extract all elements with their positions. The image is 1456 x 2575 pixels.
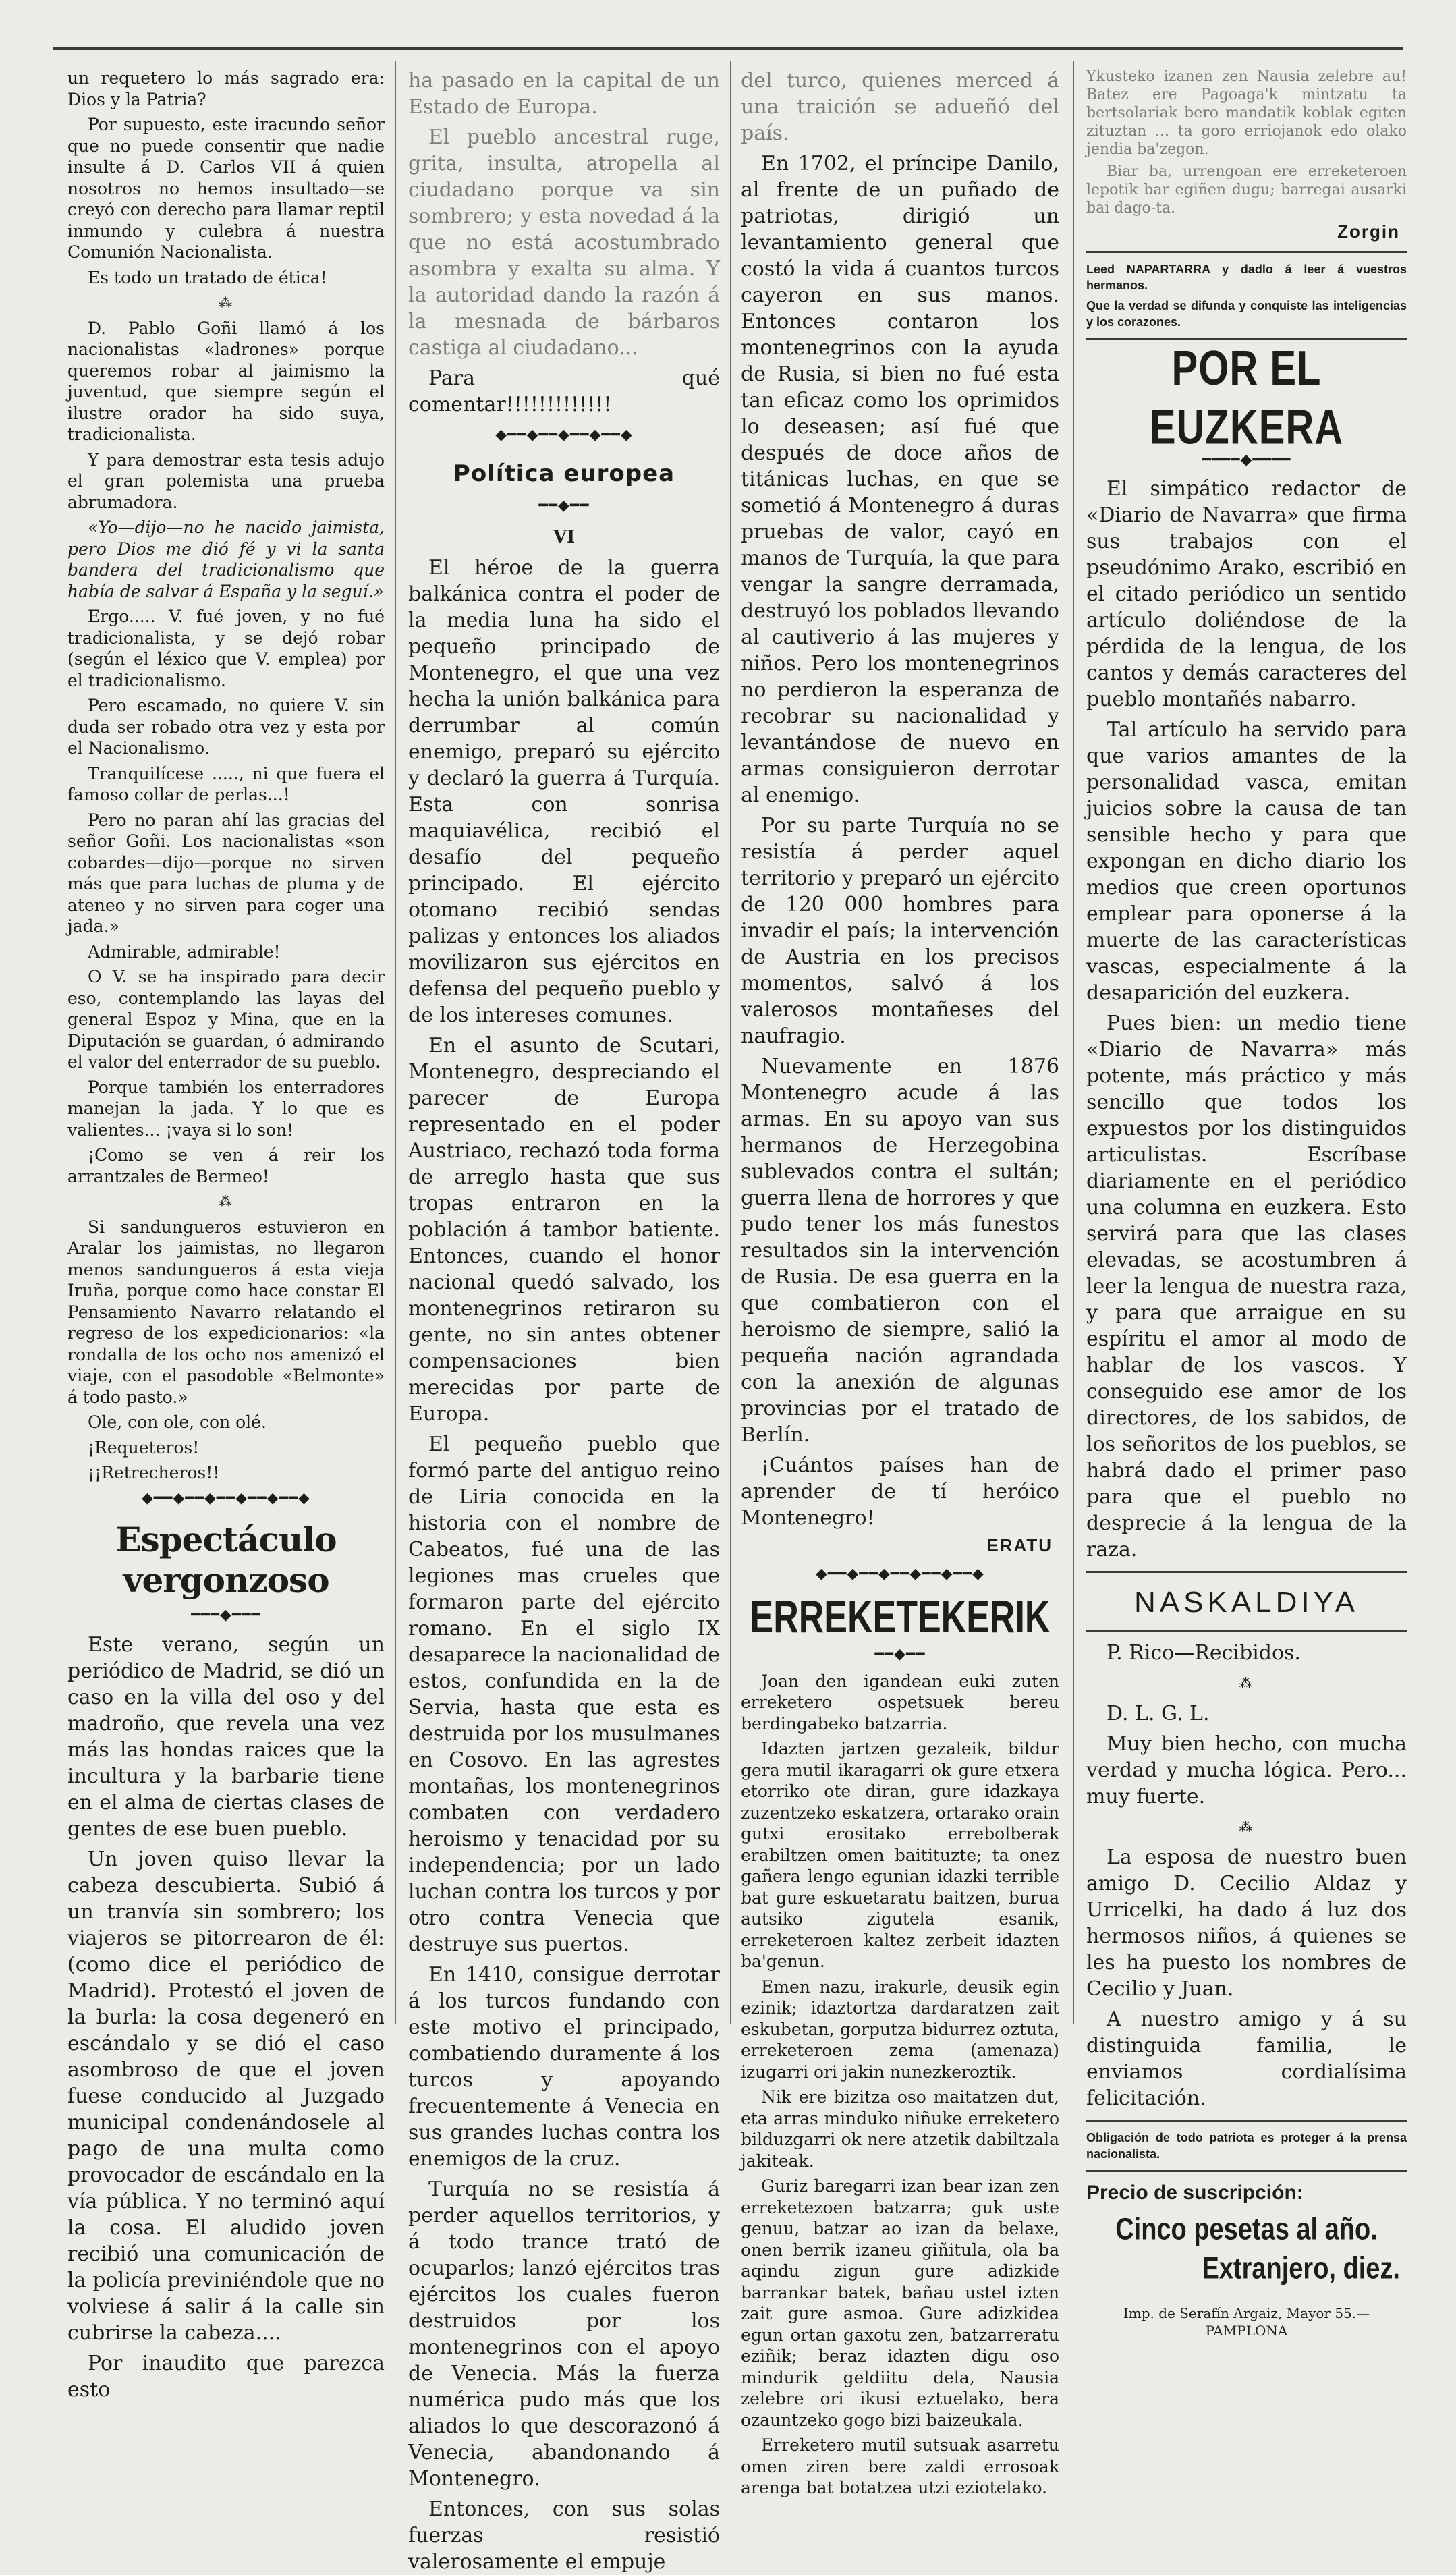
paragraph: En el asunto de Scutari, Montenegro, despreciando el parecer de Europa representado en el poder Austriaco, rechazó toda forma de arreglo hasta que sus tropas entraron en la población á tambor batiente. Entonces, cuando el honor nacional quedó salvado, los montenegrinos retiraron su gente, no sin antes obtener compensaciones bien merecidas por parte de Europa. [408,1034,720,1426]
paragraph: Biar ba, urrengoan ere erreketeroen lepotik bar egiñen dugu; barregai ausarki bai dago-ta. [1086,163,1407,217]
imprint-line: Imp. de Serafín Argaiz, Mayor 55.—PAMPLONA [1123,2305,1370,2339]
promo-note: Que la verdad se difunda y conquiste las inteligencias y los corazones. [1086,298,1407,329]
paragraph: ha pasado en la capital de un Estado de Europa. [408,69,720,119]
paragraph: Por su parte Turquía no se resistía á perder aquel territorio y preparó un ejército de 120 000 hombres para invadir el país; la intervención de Austria en los precisos momentos, salvó á los valerosos montañeses del naufragio. [741,814,1059,1048]
paragraph: Y para demostrar esta tesis adujo el gran polemista una prueba abrumadora. [67,449,385,512]
paragraph: Ole, con ole, con olé. [88,1412,267,1432]
article-signature: ERATU [986,1535,1053,1555]
paragraph: Entonces, con sus solas fuerzas resistió valerosamente el empuje [408,2497,720,2574]
paragraph: Un joven quiso llevar la cabeza descubierta. Subió á un tranvía sin sombrero; los viajeros se pitorrearon de él: (como dice el periódico de Madrid). Protestó el joven de la burla: la cosa degeneró en escándalo y se dió el caso asombroso de que el joven fuese conducido al Juzgado municipal condenándosele al pago de una multa como provocador de escándalo en la vía pública. Y no terminó aquí la cosa. El aludido joven recibió una comunicación de la policía previniéndole que no volviese á salir á la calle sin cubrirse la cabeza.... [67,1847,385,2345]
paragraph: El simpático redactor de «Diario de Navarra» que firma sus trabajos con el pseudónimo Arako, escribió en el citado periódico un sentido artículo doliéndose de la pérdida de la lengua, de los cantos y demás caracteres del pueblo montañés nabarro. [1086,477,1407,711]
paragraph: Idazten jartzen gezaleik, bildur gera mutil ikaragarri ok gure etxera etorriko ote diran, gure idazkaya zuzentzeko eskatzera, ortarako orain gutxi erositako errebolberak erabiltzen omen baitituzte; ta onez gañera lengo egunian idazki terrible bat gure eskuetaratu baitzen, burua autsiko zigutela esanik, erreketeroen kaltez zerbeit idazten ba'genun. [741,1739,1059,1971]
paragraph: Pues bien: un medio tiene «Diario de Navarra» más potente, más práctico y más sencillo que todos los expuestos por los distinguidos articulistas. Escríbase diariamente en el periódico una columna en euzkera. Esto servirá para que las clases elevadas, se acostumbren á leer la lengua de nuestra raza, y para que arraigue en su espíritu el amor al modo de hablar de los vascos. Y conseguido ese amor de los directores, de los sabidos, de los señoritos de los pueblos, se habrá dado el primer paso para que el pueblo no desprecie á la lengua de la raza. [1086,1012,1407,1561]
column-divider [395,61,396,2024]
paragraph: Para qué comentar!!!!!!!!!!!!! [408,366,720,416]
paragraph: Joan den igandean euki zuten erreketero ospetsuek bereu berdingabeko batzarria. [741,1671,1059,1734]
paragraph: A nuestro amigo y á su distinguida familia, le enviamos cordialísima felicitación. [1086,2008,1407,2110]
divider [1086,2170,1407,2172]
paragraph: En 1410, consigue derrotar á los turcos fundando con este motivo el principado, combatiendo duramente á los turcos y apoyando frecuentemente á Venecia en sus grandes luchas contra los enemigos de la cruz. [408,1963,720,2171]
column-3 [741,67,1059,2497]
paragraph: Muy bien hecho, con mucha verdad y mucha lógica. Pero... muy fuerte. [1086,1732,1407,1808]
section-number: VI [553,527,576,547]
paragraph: ¡Cuántos países han de aprender de tí heróico Montenegro! [741,1453,1059,1530]
top-rule [53,47,1403,50]
paragraph: Tal artículo ha servido para que varios amantes de la personalidad vasca, emitan juicios sobre la causa de tan sensible hecho y para que expongan en dicho diario los medios que creen oportunos emplear para oponerse á la muerte de las características vascas, especialmente á la desaparición del euzkera. [1086,718,1407,1005]
divider [1086,1630,1407,1632]
promo-note: Leed NAPARTARRA y dadlo á leer á vuestros hermanos. [1086,262,1407,292]
promo-note: Obligación de todo patriota es proteger á la prensa nacionalista. [1086,2131,1407,2161]
paragraph: D. Pablo Goñi llamó á los nacionalistas «ladrones» porque queremos robar al jaimismo la juventud, que siempre según el ilustre orador ha sido suya, tradicionalista. [67,318,385,444]
rule-ornament: ━━◆━━ [874,1646,926,1663]
column-2 [408,67,720,2574]
paragraph: Por inaudito que parezca esto [67,2351,385,2402]
asterism-ornament: ⁂ [1239,1675,1254,1691]
article-title: ERREKETEKERIK [750,1592,1051,1643]
paragraph: El pueblo ancestral ruge, grita, insulta, atropella al ciudadano porque va sin sombrero; y esta novedad á la que no está acostumbrado asombra y exalta su alma. Y la autoridad dando la razón á la mesnada de bárbaros castiga al ciudadano... [408,126,720,360]
paragraph: Ykusteko izanen zen Nausia zelebre au! Batez ere Pagoaga'k mintzatu ta bertsolariak bero mandatik koblak egiten zituztan ... ta goro erriojanok edo olako jendia ba'zegon. [1086,68,1407,158]
section-title: NASKALDIYA [1133,1586,1360,1619]
asterism-ornament: ⁂ [219,1193,233,1209]
rule-ornament: ━━◆━━ [538,497,590,514]
paragraph: del turco, quienes merced á una traición se adueñó del país. [741,69,1059,145]
paragraph: ¡¡Retrecheros!! [88,1463,220,1483]
paragraph: Tranquilícese ....., ni que fuera el famoso collar de perlas...! [67,763,385,804]
paragraph: Erreketero mutil sutsuak asarretu omen ziren bere zaldi errosoak arenga bat botatzea utzi eziotelako. [741,2435,1059,2497]
paragraph: Nuevamente en 1876 Montenegro acude á las armas. En su apoyo van sus hermanos de Herzegobina sublevados contra el sultán; guerra llena de horrores y que pudo tener los más funestos resultados sin la intervención de Rusia. De esa guerra en la que combatieron con el heroismo de siempre, salió la pequeña nación agrandada con la anexión de algunas provincias por el tratado de Berlín. [741,1055,1059,1447]
rule-ornament: ━━━◆━━━ [191,1607,261,1624]
paragraph: Pero escamado, no quiere V. sin duda ser robado otra vez y esta por el Nacionalismo. [67,696,385,758]
paragraph: En 1702, el príncipe Danilo, al frente de un puñado de patriotas, dirigió un levantamiento general que costó la vida á cuantos turcos cayeron en sus manos. Entonces contaron los montenegrinos con la ayuda de Rusia, si bien no fué esta tan eficaz como los oprimidos lo deseasen; así fué que después de doce años de titánicas luchas, en que se sometió á Montenegro á duras pruebas de valor, cayó en manos de Turquía, la que para vengar la sangre derramada, destruyó los poblados llevando al cautiverio á las mujeres y niños. Pero los montenegrinos no perdieron la esperanza de recobrar su nacionalidad y levantándose de nuevo en armas consiguieron derrotar al enemigo. [741,152,1059,807]
paragraph: «Yo—dijo—no he nacido jaimista, pero Dios me dió fé y vi la santa bandera del tradicionalismo que había de salvar á España y la seguí.» [67,518,385,601]
subscription-price: Cinco pesetas al año. [1115,2212,1378,2247]
paragraph: El pequeño pueblo que formó parte del antiguo reino de Liria conocida en la historia con el nombre de Cabeatos, fué una de las legiones mas crueles que formaron parte del ejército romano. En el siglo IX desaparece la nacionalidad de estos, confundida en la de Servia, hasta que esta es destruida por los musulmanes en Cosovo. En las agrestes montañas, los montenegrinos combaten con verdadero heroismo y tenacidad por su independencia; por un lado luchan contra los turcos y por otro contra Venecia que destruye sus puertos. [408,1433,720,1956]
column-divider [730,61,731,2024]
divider [1086,1571,1407,1573]
paragraph: Guriz baregarri izan bear izan zen erreketezoen batzarra; guk uste genuu, batzar ao izan da belaxe, onen berrik izaneu giñitula, ola ba aqindu zigun gure adizkide barrankar batek, bañau ustel izten zait gure asmoa. Gure adizkidea egun ortan gaxotu zen, batzarreratu eziñik; beraz idazten digu oso mindurik geldiitu dela, Nausia zelebre ori ikusi eztuelako, bera ozauntzeko gogo bizi baizeukala. [741,2176,1059,2430]
notice-line: P. Rico—Recibidos. [1107,1641,1301,1665]
column-4 [1086,67,1407,2339]
paragraph: O V. se ha inspirado para decir eso, contemplando las layas del general Espoz y Mina, que en la Diputación se guardan, ó admirando el valor del enterrador de su pueblo. [67,967,385,1072]
column-1 [67,67,385,2402]
rule-ornament: ◆━━◆━━◆━━◆━━◆ [495,426,633,443]
article-signature: Zorgin [1337,221,1400,242]
subscription-foreign-price: Extranjero, diez. [1202,2251,1400,2286]
notice-line: D. L. G. L. [1107,1702,1210,1725]
column-divider [1073,61,1074,2024]
paragraph: ¡Como se ven á reir los arrantzales de Bermeo! [67,1145,385,1186]
subscription-heading: Precio de suscripción: [1086,2182,1304,2204]
paragraph: un requetero lo más sagrado era: Dios y la Patria? [67,68,385,109]
paragraph: Pero no paran ahí las gracias del señor Goñi. Los nacionalistas «son cobardes—dijo—porque no sirven más que para luchas de pluma y de ateneo y no sirven para coger una jada.» [67,810,385,936]
paragraph: Es todo un tratado de ética! [88,267,327,287]
paragraph: Por supuesto, este iracundo señor que no puede consentir que nadie insulte á D. Carlos VII á quien nosotros no hemos insultado—se creyó con derecho para llamar reptil inmundo y culebra á nuestra Comunión Nacionalista. [67,115,385,262]
paragraph: Este verano, según un periódico de Madrid, se dió un caso en la villa del oso y del madroño, que revela una vez más las hondas raices que la incultura y la barbarie tiene en el alma de ciertas clases de gentes de ese buen pueblo. [67,1632,385,1841]
paragraph: Ergo..... V. fué joven, y no fué tradicionalista, y se dejó robar (según el léxico que V. emplea) por el tradicionalismo. [67,607,385,690]
paragraph: Turquía no se resistía á perder aquellos territorios, y á todo trance trató de ocuparlos; lanzó ejércitos tras ejércitos los cuales fueron destruidos por los montenegrinos con el apoyo de Venecia. Más la fuerza numérica pudo más que los aliados lo que descorazonó á Venecia, abandonando á Montenegro. [408,2178,720,2491]
paragraph: Admirable, admirable! [88,941,281,962]
asterism-ornament: ⁂ [1239,1819,1254,1835]
article-title: Política europea [453,460,675,487]
divider [1086,2120,1407,2122]
rule-ornament: ◆━━◆━━◆━━◆━━◆━━◆ [142,1489,310,1507]
paragraph: Si sandungueros estuvieron en Aralar los jaimistas, no llegaron menos sandungueros á esta vieja Iruña, porque como hace constar El Pensamiento Navarro relatando el regreso de los expedicionarios: «la rondalla de los ocho nos amenizó el viaje, con el pasodoble «Belmonte» á todo pasto.» [67,1217,385,1407]
paragraph: ¡Requeteros! [88,1437,200,1458]
divider [1086,251,1407,253]
article-title: Espectáculo vergonzoso [115,1520,337,1600]
rule-ornament: ━━━━◆━━━━ [1202,451,1291,468]
paragraph: El héroe de la guerra balkánica contra el poder de la media luna ha sido el pequeño principado de Montenegro, el que una vez hecha la unión balkánica para derrumbar al común enemigo, preparó su ejército y declaró la guerra á Turquía. Esta con sonrisa maquiavélica, recibió el desafío del pequeño principado. El ejército otomano recibió sendas palizas y entonces los aliados movilizaron sus ejércitos en defensa del pequeño pueblo y de los intereses comunes. [408,556,720,1027]
article-title: POR EL EUZKERA [1149,340,1344,455]
paragraph: Emen nazu, irakurle, deusik egin ezinik; idaztortza dardaratzen zait eskubetan, gorputza bidurrez oztuta, erreketeroen zema (amenaza) izugarri ori jakin nunezkeroztik. [741,1976,1059,2082]
paragraph: Nik ere bizitza oso maitatzen dut, eta arras minduko niñuke erreketero bilduzgarri ok nere atzetik dabiltzala jakiteak. [741,2087,1059,2171]
rule-ornament: ◆━━◆━━◆━━◆━━◆━━◆ [816,1565,984,1582]
paragraph: Porque también los enterradores manejan la jada. Y lo que es valientes... ¡vaya si lo son! [67,1077,385,1140]
paragraph: La esposa de nuestro buen amigo D. Cecilio Aldaz y Urricelki, ha dado á luz dos hermosos niños, á quienes se les ha puesto los nombres de Cecilio y Juan. [1086,1846,1407,2001]
asterism-ornament: ⁂ [219,294,233,310]
